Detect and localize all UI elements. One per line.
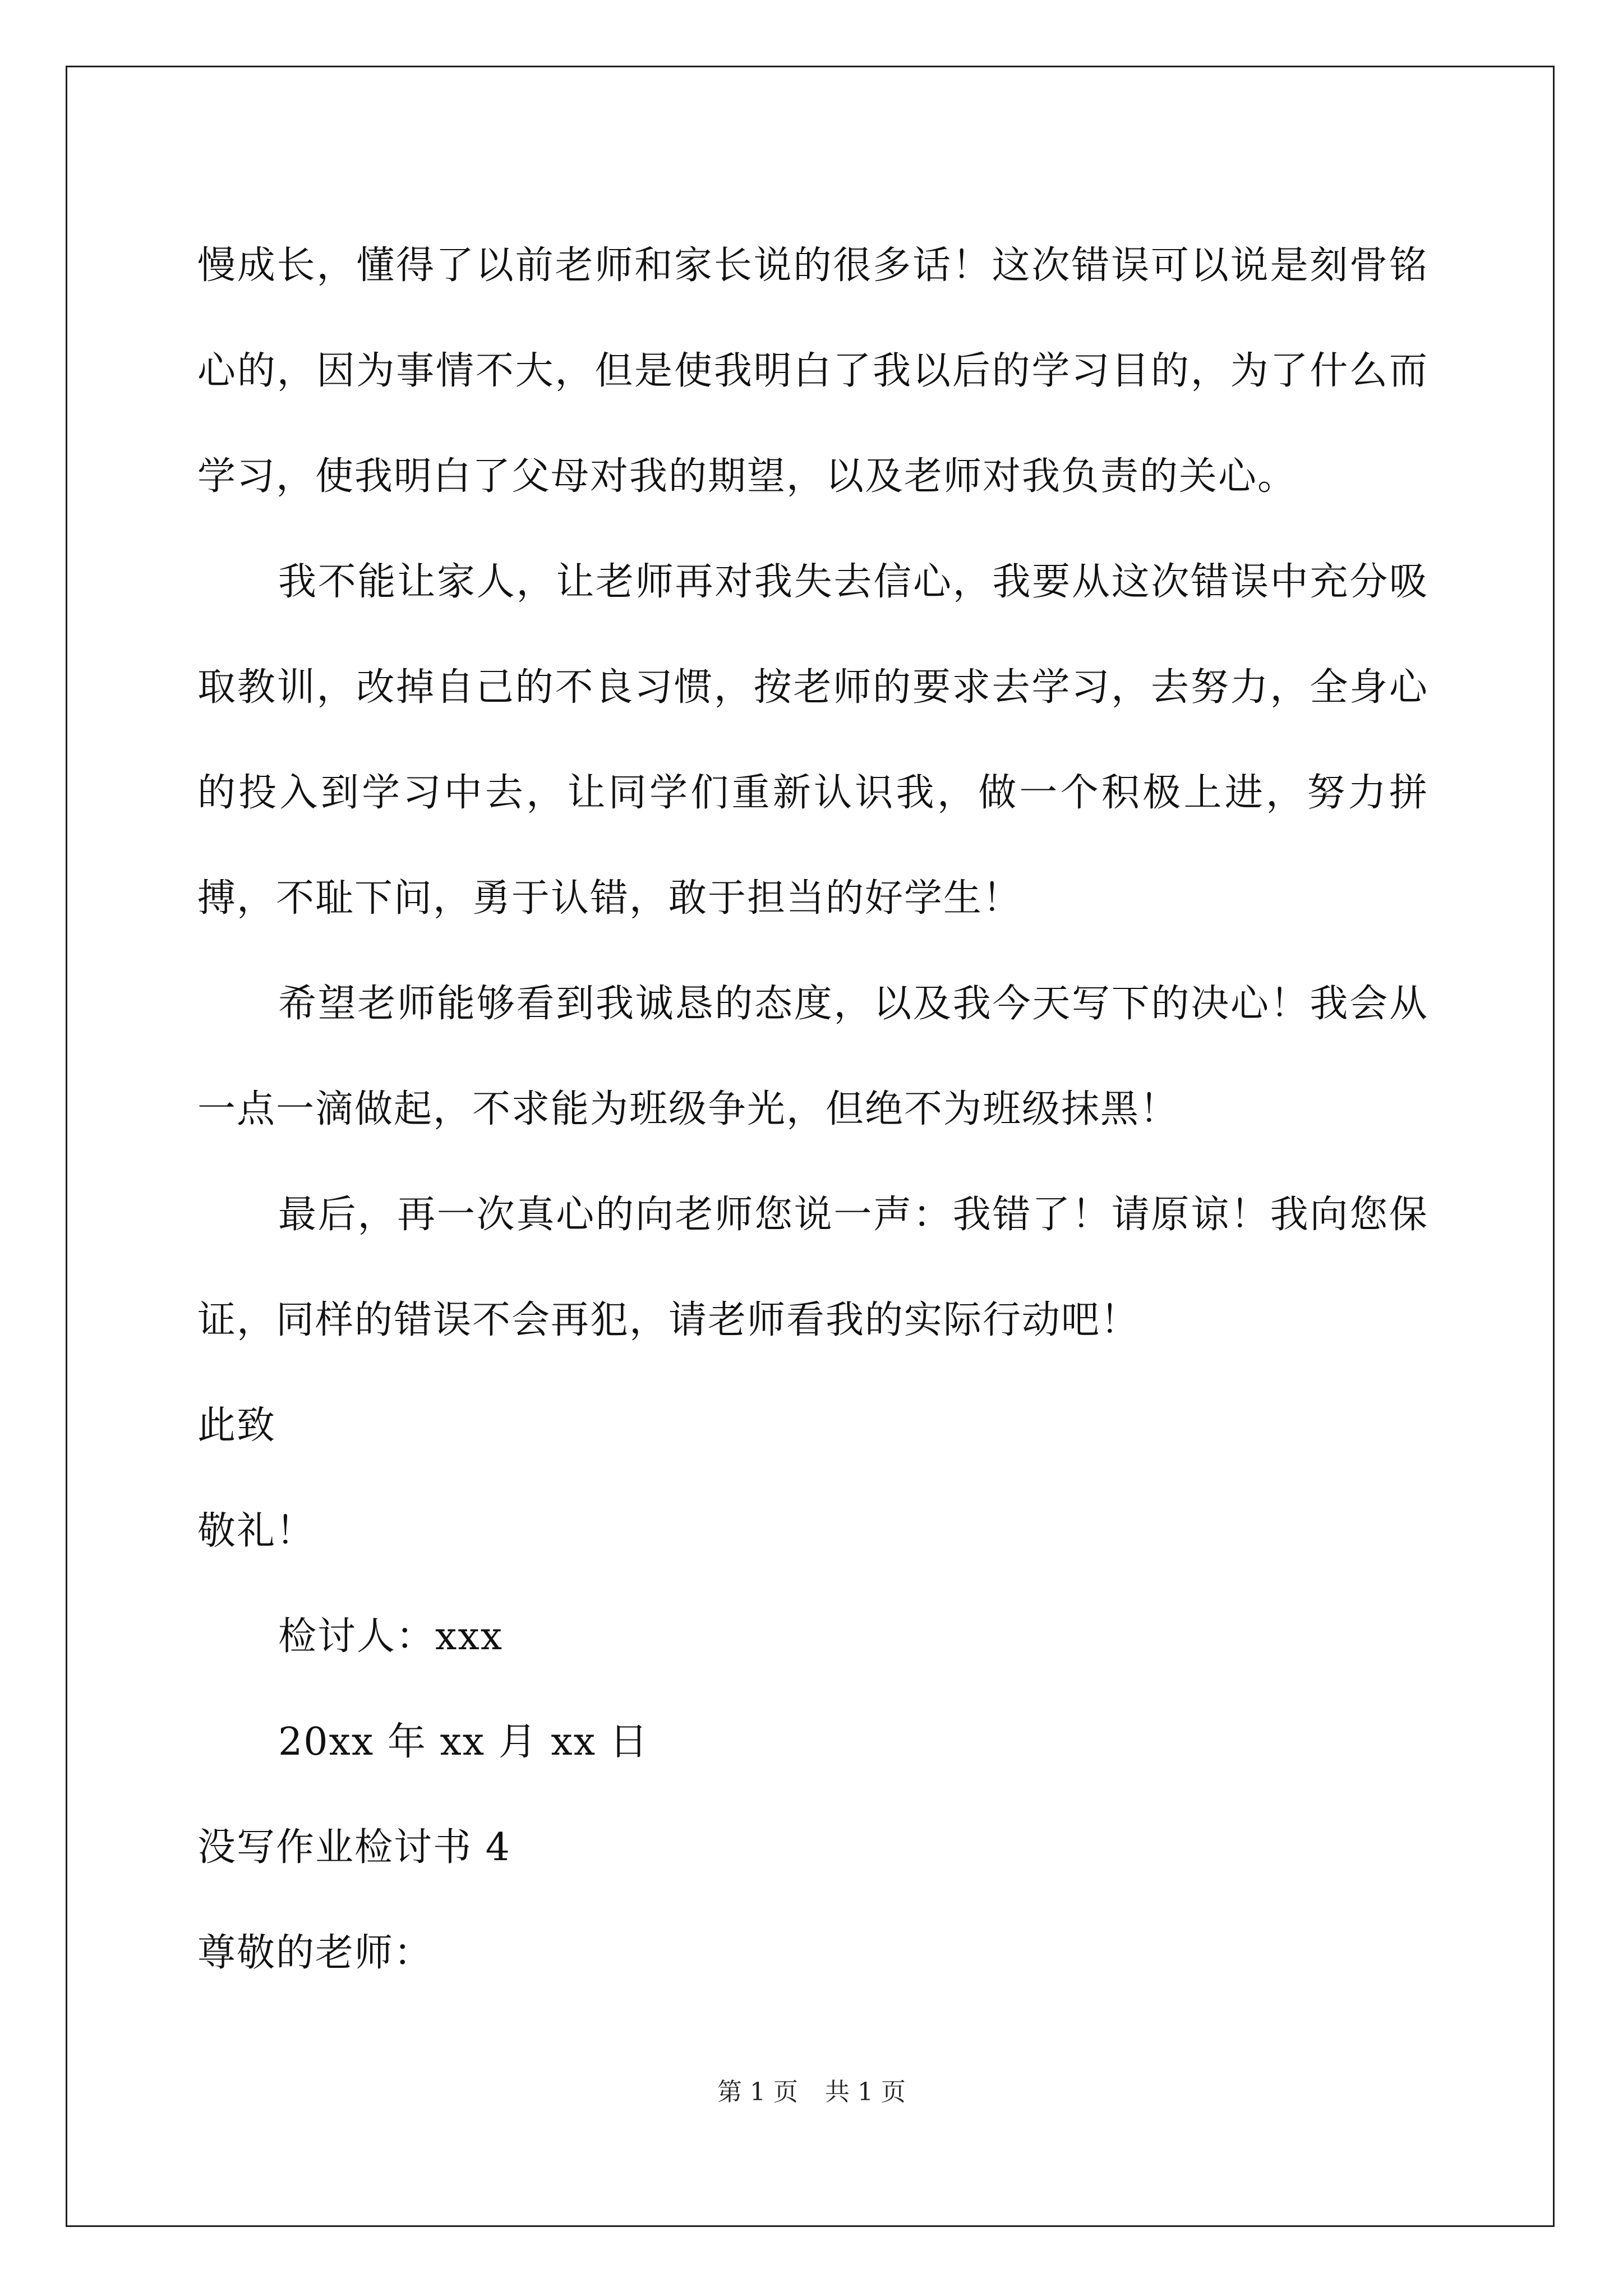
- page-number: 第 1 页: [717, 2078, 798, 2106]
- paragraph-resolve: 我不能让家人，让老师再对我失去信心，我要从这次错误中充分吸取教训，改掉自己的不良习惯，按老师的要求去学习，去努力，全身心的投入到学习中去，让同学们重新认识我，做一个积极上进，努力拼搏，不耻下问，勇于认错，敢于担当的好学生！: [197, 560, 1428, 921]
- signature: 检讨人：xxx: [278, 1614, 504, 1659]
- closing-line-1: 此致: [197, 1404, 276, 1448]
- closing-line-2: 敬礼！: [197, 1509, 316, 1553]
- section-title: 没写作业检讨书 4: [197, 1825, 511, 1870]
- date-line: 20xx 年 xx 月 xx 日: [278, 1720, 649, 1764]
- document-body: [197, 213, 1428, 2006]
- salutation: 尊敬的老师：: [197, 1931, 434, 1975]
- paragraph-continuation: 慢成长，懂得了以前老师和家长说的很多话！这次错误可以说是刻骨铭心的，因为事情不大，但是使我明白了我以后的学习目的，为了什么而学习，使我明白了父母对我的期望，以及老师对我负责的关心。: [197, 243, 1428, 499]
- page-total: 共 1 页: [825, 2078, 906, 2106]
- paragraph-hope: 希望老师能够看到我诚恳的态度，以及我今天写下的决心！我会从一点一滴做起，不求能为班级争光，但绝不为班级抹黑！: [197, 982, 1428, 1131]
- page-footer: [0, 2076, 1623, 2109]
- paragraph-apology: 最后，再一次真心的向老师您说一声：我错了！请原谅！我向您保证，同样的错误不会再犯，请老师看我的实际行动吧！: [197, 1193, 1428, 1342]
